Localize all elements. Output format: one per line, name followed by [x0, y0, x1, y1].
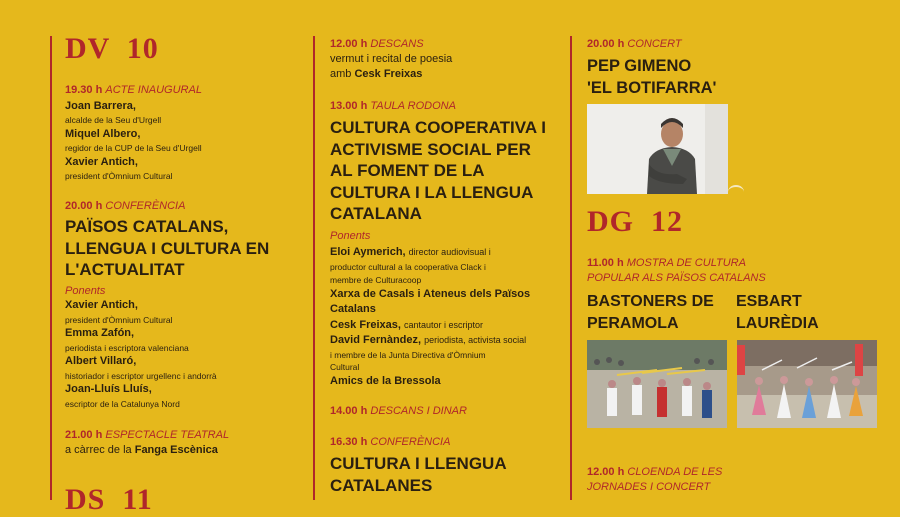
event-detail: vermut i recital de poesia — [330, 53, 453, 65]
bastoners-photo — [587, 340, 727, 428]
column-1-rule — [50, 36, 52, 500]
slot-descans-dinar: 14.00 h DESCANS I DINAR — [330, 405, 467, 417]
person-role: productor cultural a la cooperativa Clack i — [330, 262, 486, 272]
person-role: president d'Òmnium Cultural — [65, 315, 173, 325]
ponents-label: Ponents — [65, 285, 106, 297]
slot-descans: 12.00 h DESCANS — [330, 38, 424, 50]
slot-acte-inaugural: 19.30 h ACTE INAUGURAL — [65, 84, 202, 96]
day-heading-sunday: DG 12 — [587, 205, 683, 238]
event-detail: a càrrec de la Fanga Escènica — [65, 444, 218, 456]
event-title: CULTURA I LLENGUA CATALANES — [330, 454, 507, 495]
event-title: PEP GIMENO 'EL BOTIFARRA' — [587, 57, 717, 97]
esbart-illustration — [737, 340, 877, 428]
column-2-rule — [313, 36, 315, 500]
event-title: CULTURA COOPERATIVA I ACTIVISME SOCIAL PER AL FOMENT DE LA CULTURA I LA LLENGUA CATALANA — [330, 118, 546, 223]
slot-espectacle: 21.00 h ESPECTACLE TEATRAL — [65, 429, 230, 441]
slot-cloenda-line2: JORNADES I CONCERT — [587, 481, 711, 493]
person-role: escriptor de la Catalunya Nord — [65, 399, 180, 409]
speaker-entry: Eloi Aymerich, director audiovisual i — [330, 246, 491, 258]
person-role: regidor de la CUP de la Seu d'Urgell — [65, 143, 202, 153]
person-role: Cultural — [330, 362, 360, 372]
group-title: ESBART LAURÈDIA — [736, 293, 819, 332]
person-name: Emma Zafón, — [65, 327, 135, 339]
slot-conferencia-2: 16.30 h CONFERÈNCIA — [330, 436, 451, 448]
slot-cloenda: 12.00 h CLOENDA DE LES — [587, 466, 723, 478]
person-name: Albert Villaró, — [65, 355, 137, 367]
person-name: Miquel Albero, — [65, 128, 141, 140]
portrait-photo — [587, 104, 728, 194]
column-3-rule — [570, 36, 572, 500]
bastoners-illustration — [587, 340, 727, 428]
day-heading-friday: DV 10 — [65, 32, 159, 65]
person-name: Xavier Antich, — [65, 299, 138, 311]
event-detail: amb Cesk Freixas — [330, 68, 423, 80]
person-name: Joan-Lluís Lluís, — [65, 383, 152, 395]
person-name: Xarxa de Casals i Ateneus dels Països — [330, 288, 531, 300]
event-title: PAÏSOS CATALANS, LLENGUA I CULTURA EN L'ACTUALITAT — [65, 217, 270, 279]
day-heading-saturday: DS 11 — [65, 483, 153, 516]
speaker-entry: Cesk Freixas, cantautor i escriptor — [330, 319, 484, 331]
person-role: historiador i escriptor urgellenc i andorrà — [65, 371, 217, 381]
slot-concert: 20.00 h CONCERT — [587, 38, 682, 50]
slot-mostra: 11.00 h MOSTRA DE CULTURA — [587, 257, 746, 269]
person-role: alcalde de la Seu d'Urgell — [65, 115, 162, 125]
person-role: president d'Òmnium Cultural — [65, 171, 173, 181]
slot-taula-rodona: 13.00 h TAULA RODONA — [330, 100, 456, 112]
book-fold-shape — [728, 185, 744, 199]
person-name: Joan Barrera, — [65, 100, 136, 112]
person-role: membre de Culturacoop — [330, 275, 422, 285]
portrait-illustration — [587, 104, 728, 194]
speaker-entry: David Fernàndez, periodista, activista social — [330, 334, 527, 346]
person-name: Catalans — [330, 303, 376, 315]
person-name: Amics de la Bressola — [330, 375, 441, 387]
ponents-label: Ponents — [330, 230, 371, 242]
slot-mostra-line2: POPULAR ALS PAÏSOS CATALANS — [587, 272, 766, 284]
slot-conferencia: 20.00 h CONFERÈNCIA — [65, 200, 186, 212]
person-role: i membre de la Junta Directiva d'Òmnium — [330, 350, 486, 360]
esbart-photo — [737, 340, 877, 428]
person-name: Xavier Antich, — [65, 156, 138, 168]
group-title: BASTONERS DE PERAMOLA — [587, 293, 714, 332]
person-role: periodista i escriptora valenciana — [65, 343, 189, 353]
